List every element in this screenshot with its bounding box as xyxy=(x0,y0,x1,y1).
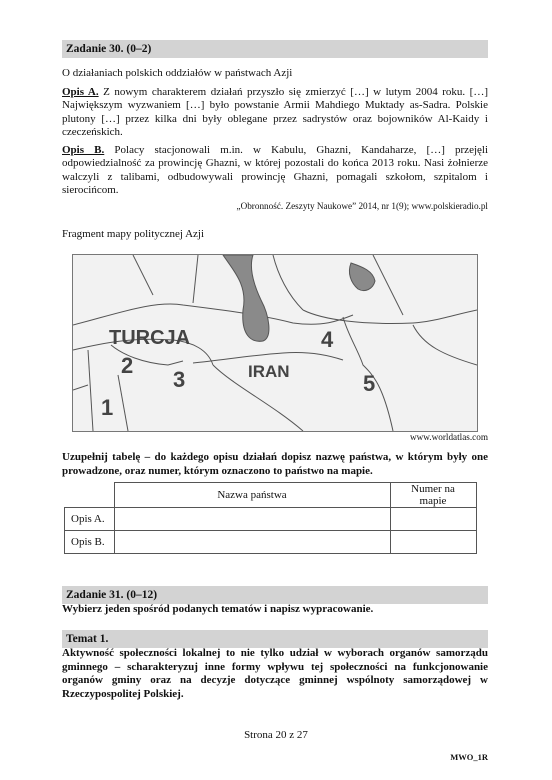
answer-a-country-field[interactable] xyxy=(114,508,390,531)
source-citation: „Obronność. Zeszyty Naukowe” 2014, nr 1(9); www.polskieradio.pl xyxy=(236,200,488,211)
row-opis-a: Opis A. xyxy=(65,508,115,531)
opis-b-text: Polacy stacjonowali m.in. w Kabulu, Ghazni, Kandaharze, […] przejęli odpowiedzialność za prowincję Ghazni, w której pozostali do końca 2013 roku. Nasi żołnierze walczyli z talibami, odbudowywali prowincję Ghazni, pomagali szkołom, szpitalom i sierocińcom. xyxy=(62,143,488,196)
map-source: www.worldatlas.com xyxy=(410,432,488,442)
map-label-turcja: TURCJA xyxy=(109,327,191,349)
opis-a-text: Z nowym charakterem działań przyszło się zmierzyć […] w lutym 2004 roku. […] Największym wyzwaniem […] było powstanie Armii Mahdiego Muktady as-Sadra. Polskie plutony […] przez kilka dni były oblegane przez sadrystów oraz bojowników Al-Kaidy i czeczeńskich. xyxy=(62,85,488,138)
map-label-2: 2 xyxy=(121,353,134,378)
map-label-5: 5 xyxy=(363,371,376,396)
page-content xyxy=(62,40,488,700)
row-opis-b: Opis B. xyxy=(65,531,115,554)
task-31-instruction: Wybierz jeden spośród podanych tematów i napisz wypracowanie. xyxy=(62,603,374,615)
task-30-instruction: Uzupełnij tabelę – do każdego opisu działań dopisz nazwę państwa, w którym były one prowadzone, oraz numer, którym oznaczono to państwo na mapie. xyxy=(62,451,488,477)
asia-map xyxy=(72,254,478,432)
exam-code: MWO_1R xyxy=(450,752,488,762)
table-row xyxy=(65,508,477,531)
opis-a xyxy=(62,86,488,140)
map-label-1: 1 xyxy=(101,395,114,420)
page-number: Strona 20 z 27 xyxy=(244,729,308,741)
task-30-title: Zadanie 30. (0–2) xyxy=(62,40,488,58)
map-label-3: 3 xyxy=(173,367,186,392)
map-caption: Fragment mapy politycznej Azji xyxy=(62,227,205,240)
answer-b-number-field[interactable] xyxy=(390,531,476,554)
map-label-iran: IRAN xyxy=(248,362,290,381)
map-label-4: 4 xyxy=(321,327,334,352)
col-map-number: Numer na mapie xyxy=(390,483,476,508)
col-country-name: Nazwa państwa xyxy=(114,483,390,508)
temat-1-title: Temat 1. xyxy=(62,630,488,648)
opis-a-label: Opis A. xyxy=(62,85,99,98)
temat-1-text: Aktywność społeczności lokalnej to nie tylko udział w wyborach organów samorządu gminnego – scharakteryzuj inne formy wpływu tej społeczności na funkcjonowanie organów gminy oraz na decyzje dotyczące gminnej wspólnoty samorządowej w Rzeczypospolitej Polskiej. xyxy=(62,647,488,700)
opis-b-label: Opis B. xyxy=(62,143,105,156)
table-row xyxy=(65,531,477,554)
map-graphic xyxy=(73,255,477,431)
task-31-title: Zadanie 31. (0–12) xyxy=(62,586,488,604)
task-30-intro: O działaniach polskich oddziałów w państwach Azji xyxy=(62,67,293,79)
opis-b xyxy=(62,144,488,198)
answer-table xyxy=(64,482,477,554)
answer-b-country-field[interactable] xyxy=(114,531,390,554)
answer-a-number-field[interactable] xyxy=(390,508,476,531)
